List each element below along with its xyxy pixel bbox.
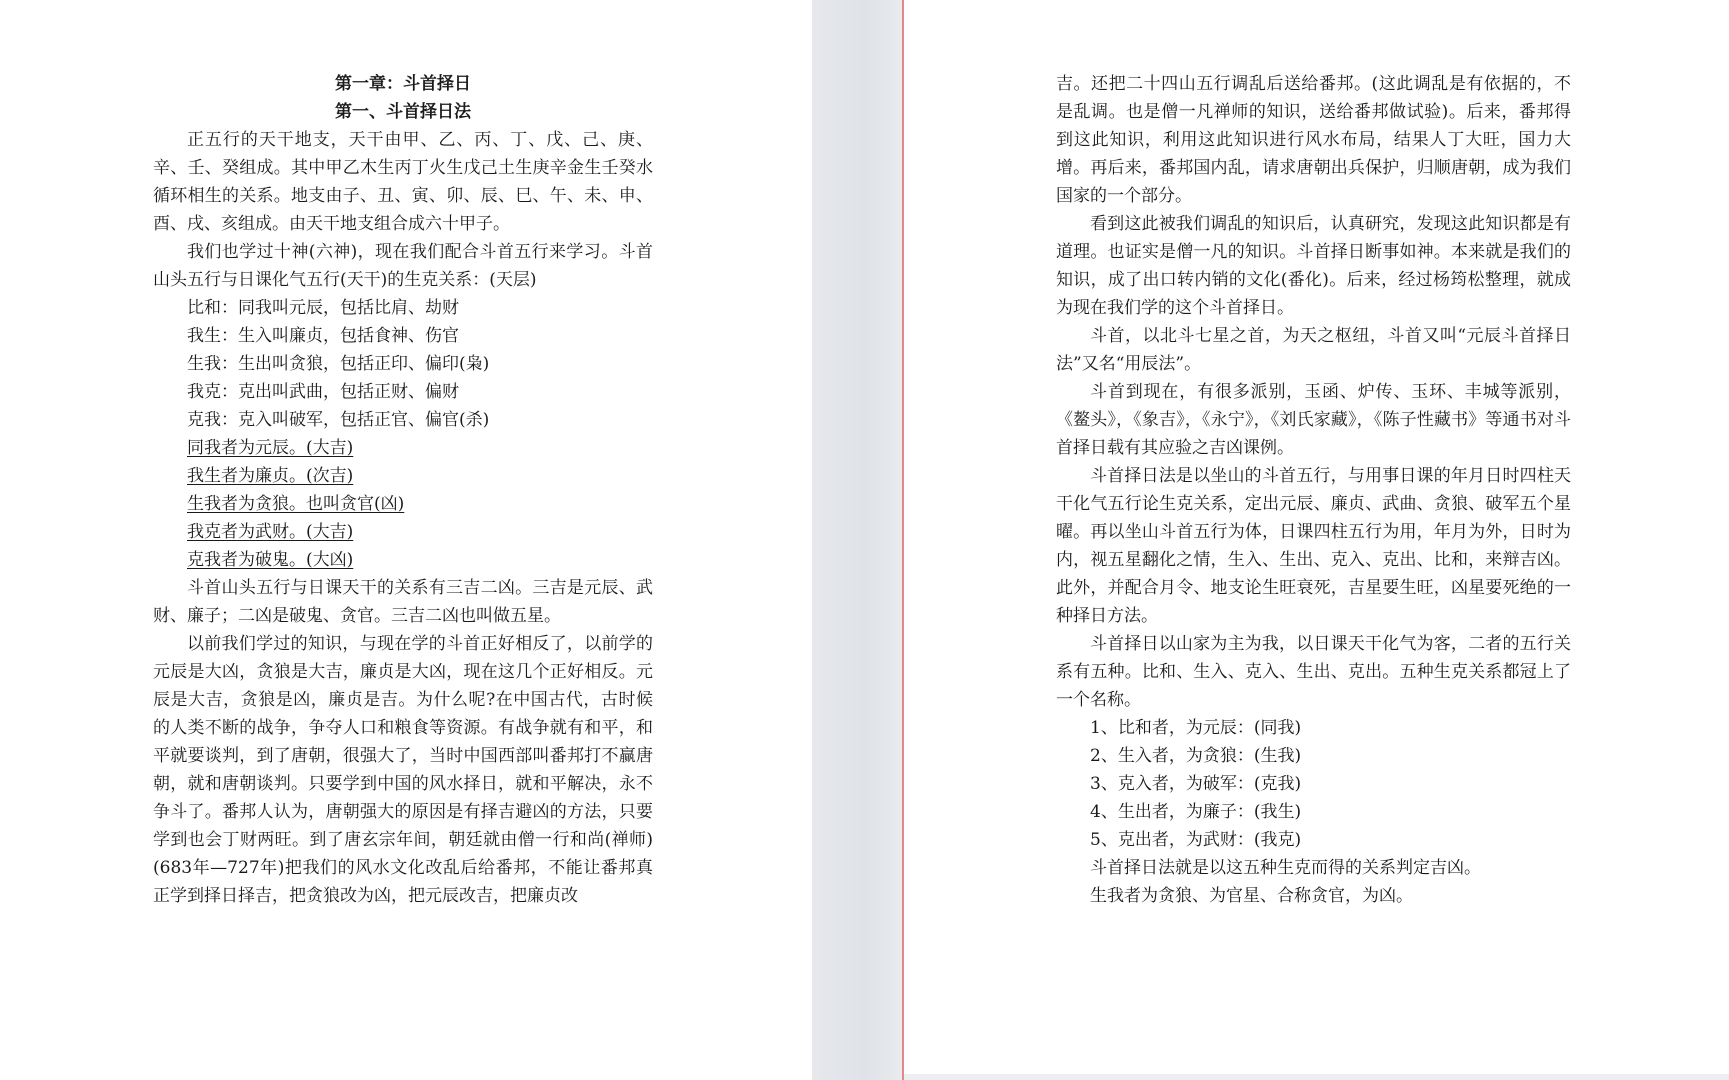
list-item: 1、比和者，为元辰：(同我) — [1090, 718, 1302, 738]
paragraph: 斗首到现在，有很多派别，玉函、炉传、玉环、丰城等派别，《鳌头》，《象吉》，《永宁》，《刘氏家藏》，《陈子性藏书》等通书对斗首择日载有其应验之吉凶课例。 — [1056, 382, 1571, 458]
underlined-rule: 克我者为破鬼。(大凶) — [187, 550, 354, 570]
page-gutter — [812, 0, 902, 1080]
relation-line: 克我：克入叫破军，包括正官、偏官(杀) — [187, 410, 490, 430]
underlined-rule-line — [153, 462, 653, 490]
relation-line: 生我：生出叫贪狼，包括正印、偏印(枭) — [187, 354, 490, 374]
paragraph: 生我者为贪狼、为官星、合称贪官，为凶。 — [1090, 886, 1413, 906]
list-item: 2、生入者，为贪狼：(生我) — [1090, 746, 1302, 766]
page-bottom-edge — [904, 1074, 1729, 1080]
underlined-rule: 我生者为廉贞。(次吉) — [187, 466, 354, 486]
paragraph: 以前我们学过的知识，与现在学的斗首正好相反了，以前学的元辰是大凶，贪狼是大吉，廉贞是大凶，现在这几个正好相反。元辰是大吉，贪狼是凶，廉贞是吉。为什么呢?在中国古代，古时候的人类不断的战争，争夺人口和粮食等资源。有战争就有和平，和平就要谈判，到了唐朝，很强大了，当时中国西部叫番邦打不赢唐朝，就和唐朝谈判。只要学到中国的风水择日，就和平解决，永不争斗了。番邦人认为，唐朝强大的原因是有择吉避凶的方法，只要学到也会丁财两旺。到了唐玄宗年间，朝廷就由僧一行和尚(禅师)(683年—727年)把我们的风水文化改乱后给番邦，不能让番邦真正学到择日择吉，把贪狼改为凶，把元辰改吉，把廉贞改 — [153, 634, 653, 906]
underlined-rule: 同我者为元辰。(大吉) — [187, 438, 354, 458]
paragraph: 正五行的天干地支，天干由甲、乙、丙、丁、戊、己、庚、辛、壬、癸组成。其中甲乙木生丙丁火生戊己土生庚辛金生壬癸水循环相生的关系。地支由子、丑、寅、卯、辰、巳、午、未、申、酉、戌、亥组成。由天干地支组合成六十甲子。 — [153, 130, 653, 234]
right-page — [902, 0, 1729, 1080]
list-item: 4、生出者，为廉子：(我生) — [1090, 802, 1302, 822]
underlined-rule: 我克者为武财。(大吉) — [187, 522, 354, 542]
underlined-rule: 生我者为贪狼。也叫贪官(凶) — [187, 494, 405, 514]
list-item: 3、克入者，为破军：(克我) — [1090, 774, 1302, 794]
left-page — [0, 0, 812, 1080]
underlined-rule-line — [153, 518, 653, 546]
underlined-rule-line — [153, 546, 653, 574]
section-title: 第一、斗首择日法 — [335, 102, 471, 122]
paragraph: 斗首，以北斗七星之首，为天之枢纽，斗首又叫“元辰斗首择日法”又名“用辰法”。 — [1056, 326, 1571, 374]
paragraph: 斗首择日以山家为主为我，以日课天干化气为客，二者的五行关系有五种。比和、生入、克入、生出、克出。五种生克关系都冠上了一个名称。 — [1056, 634, 1571, 710]
relation-line: 我生：生入叫廉贞，包括食神、伤官 — [187, 326, 459, 346]
right-page-text — [1056, 70, 1571, 910]
paragraph: 吉。还把二十四山五行调乱后送给番邦。(这此调乱是有依据的，不是乱调。也是僧一凡禅师的知识，送给番邦做试验)。后来，番邦得到这此知识，利用这此知识进行风水布局，结果人丁大旺，国力大增。再后来，番邦国内乱，请求唐朝出兵保护，归顺唐朝，成为我们国家的一个部分。 — [1056, 74, 1571, 206]
paragraph: 我们也学过十神(六神)，现在我们配合斗首五行来学习。斗首山头五行与日课化气五行(天干)的生克关系：(天层) — [153, 242, 653, 290]
underlined-rule-line — [153, 490, 653, 518]
paragraph: 斗首山头五行与日课天干的关系有三吉二凶。三吉是元辰、武财、廉子；二凶是破鬼、贪官。三吉二凶也叫做五星。 — [153, 578, 653, 626]
paragraph: 斗首择日法是以坐山的斗首五行，与用事日课的年月日时四柱天干化气五行论生克关系，定出元辰、廉贞、武曲、贪狼、破军五个星曜。再以坐山斗首五行为体，日课四柱五行为用，年月为外，日时为内，视五星翻化之情，生入、生出、克入、克出、比和，来辩吉凶。此外，并配合月令、地支论生旺衰死，吉星要生旺，凶星要死绝的一种择日方法。 — [1056, 466, 1571, 626]
paragraph: 斗首择日法就是以这五种生克而得的关系判定吉凶。 — [1090, 858, 1481, 878]
list-item: 5、克出者，为武财：(我克) — [1090, 830, 1302, 850]
relation-line: 我克：克出叫武曲，包括正财、偏财 — [187, 382, 459, 402]
left-page-text — [153, 70, 653, 910]
chapter-title: 第一章：斗首择日 — [335, 74, 471, 94]
underlined-rule-line — [153, 434, 653, 462]
relation-line: 比和：同我叫元辰，包括比肩、劫财 — [187, 298, 459, 318]
paragraph: 看到这此被我们调乱的知识后，认真研究，发现这此知识都是有道理。也证实是僧一凡的知识。斗首择日断事如神。本来就是我们的知识，成了出口转内销的文化(番化)。后来，经过杨筠松整理，就成为现在我们学的这个斗首择日。 — [1056, 214, 1571, 318]
